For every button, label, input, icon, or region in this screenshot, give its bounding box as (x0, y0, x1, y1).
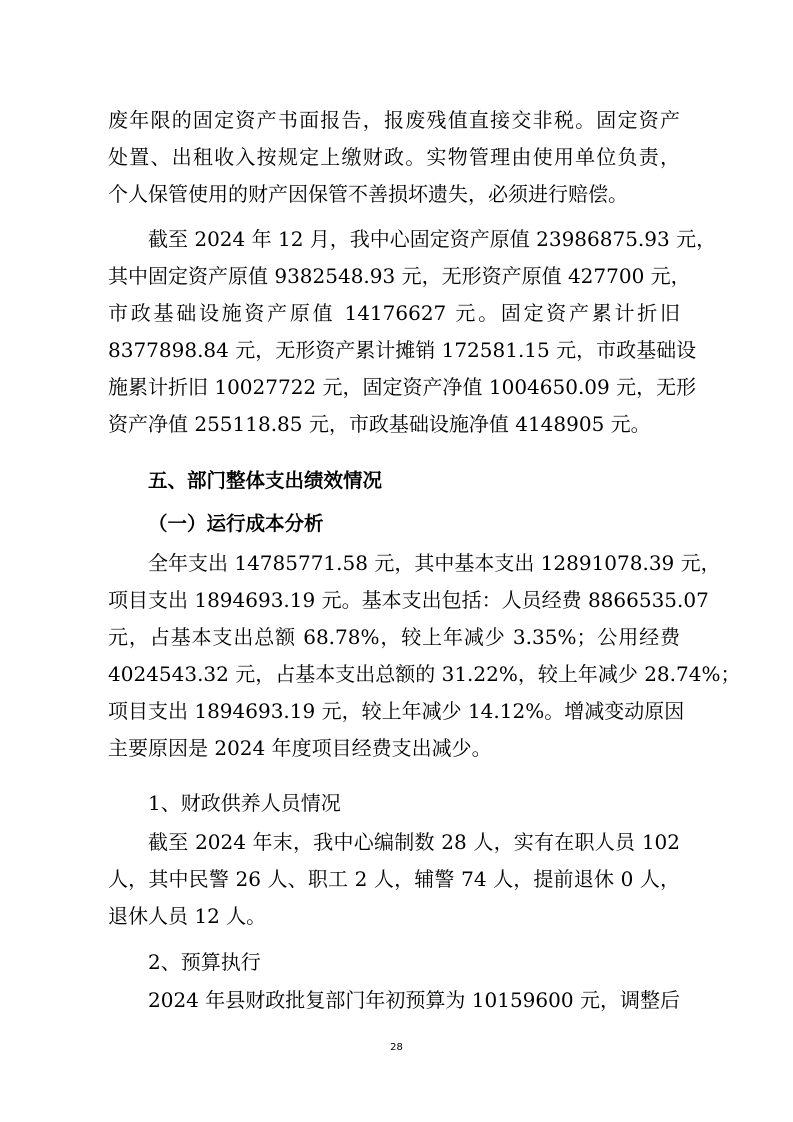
page-number: 28 (390, 1042, 403, 1053)
body-text-line: 人，其中民警 26 人、职工 2 人，辅警 74 人，提前退休 0 人， (108, 867, 680, 891)
body-text-line: 废年限的固定资产书面报告，报废残值直接交非税。固定资产 (108, 108, 680, 132)
body-text-line: 处置、出租收入按规定上缴财政。实物管理由使用单位负责， (108, 145, 680, 169)
numbered-heading: 2、预算执行 (148, 950, 261, 974)
body-text-line: 其中固定资产原值 9382548.93 元，无形资产原值 427700 元， (108, 264, 691, 288)
body-text-line: 主要原因是 2024 年度项目经费支出减少。 (108, 736, 492, 760)
numbered-heading: 1、财政供养人员情况 (148, 791, 341, 815)
body-text-line: 元，占基本支出总额 68.78%，较上年减少 3.35%；公用经费 (108, 625, 680, 649)
body-text-line: 4024543.32 元，占基本支出总额的 31.22%，较上年减少 28.74%； (108, 662, 741, 686)
body-text-line: 项目支出 1894693.19 元，较上年减少 14.12%。增减变动原因 (108, 699, 685, 723)
body-text-line: 2024 年县财政批复部门年初预算为 10159600 元，调整后 (148, 988, 680, 1012)
body-text-line: 截至 2024 年末，我中心编制数 28 人，实有在职人员 102 (148, 830, 680, 854)
body-text-line: 8377898.84 元，无形资产累计摊销 172581.15 元，市政基础设 (108, 338, 697, 362)
body-text-line: 市政基础设施资产原值 14176627 元。固定资产累计折旧 (108, 301, 680, 325)
body-text-line: 全年支出 14785771.58 元，其中基本支出 12891078.39 元， (148, 551, 721, 575)
body-text-line: 截至 2024 年 12 月，我中心固定资产原值 23986875.93 元， (148, 227, 717, 251)
body-text-line: 个人保管使用的财产因保管不善损坏遗失，必须进行赔偿。 (108, 182, 628, 206)
subsection-heading: （一）运行成本分析 (148, 512, 324, 535)
body-text-line: 施累计折旧 10027722 元，固定资产净值 1004650.09 元，无形 (108, 375, 697, 399)
body-text-line: 资产净值 255118.85 元，市政基础设施净值 4148905 元。 (108, 412, 651, 436)
body-text-line: 退休人员 12 人。 (108, 904, 267, 928)
section-heading: 五、部门整体支出绩效情况 (148, 469, 383, 492)
body-text-line: 项目支出 1894693.19 元。基本支出包括：人员经费 8866535.07 (108, 588, 709, 612)
